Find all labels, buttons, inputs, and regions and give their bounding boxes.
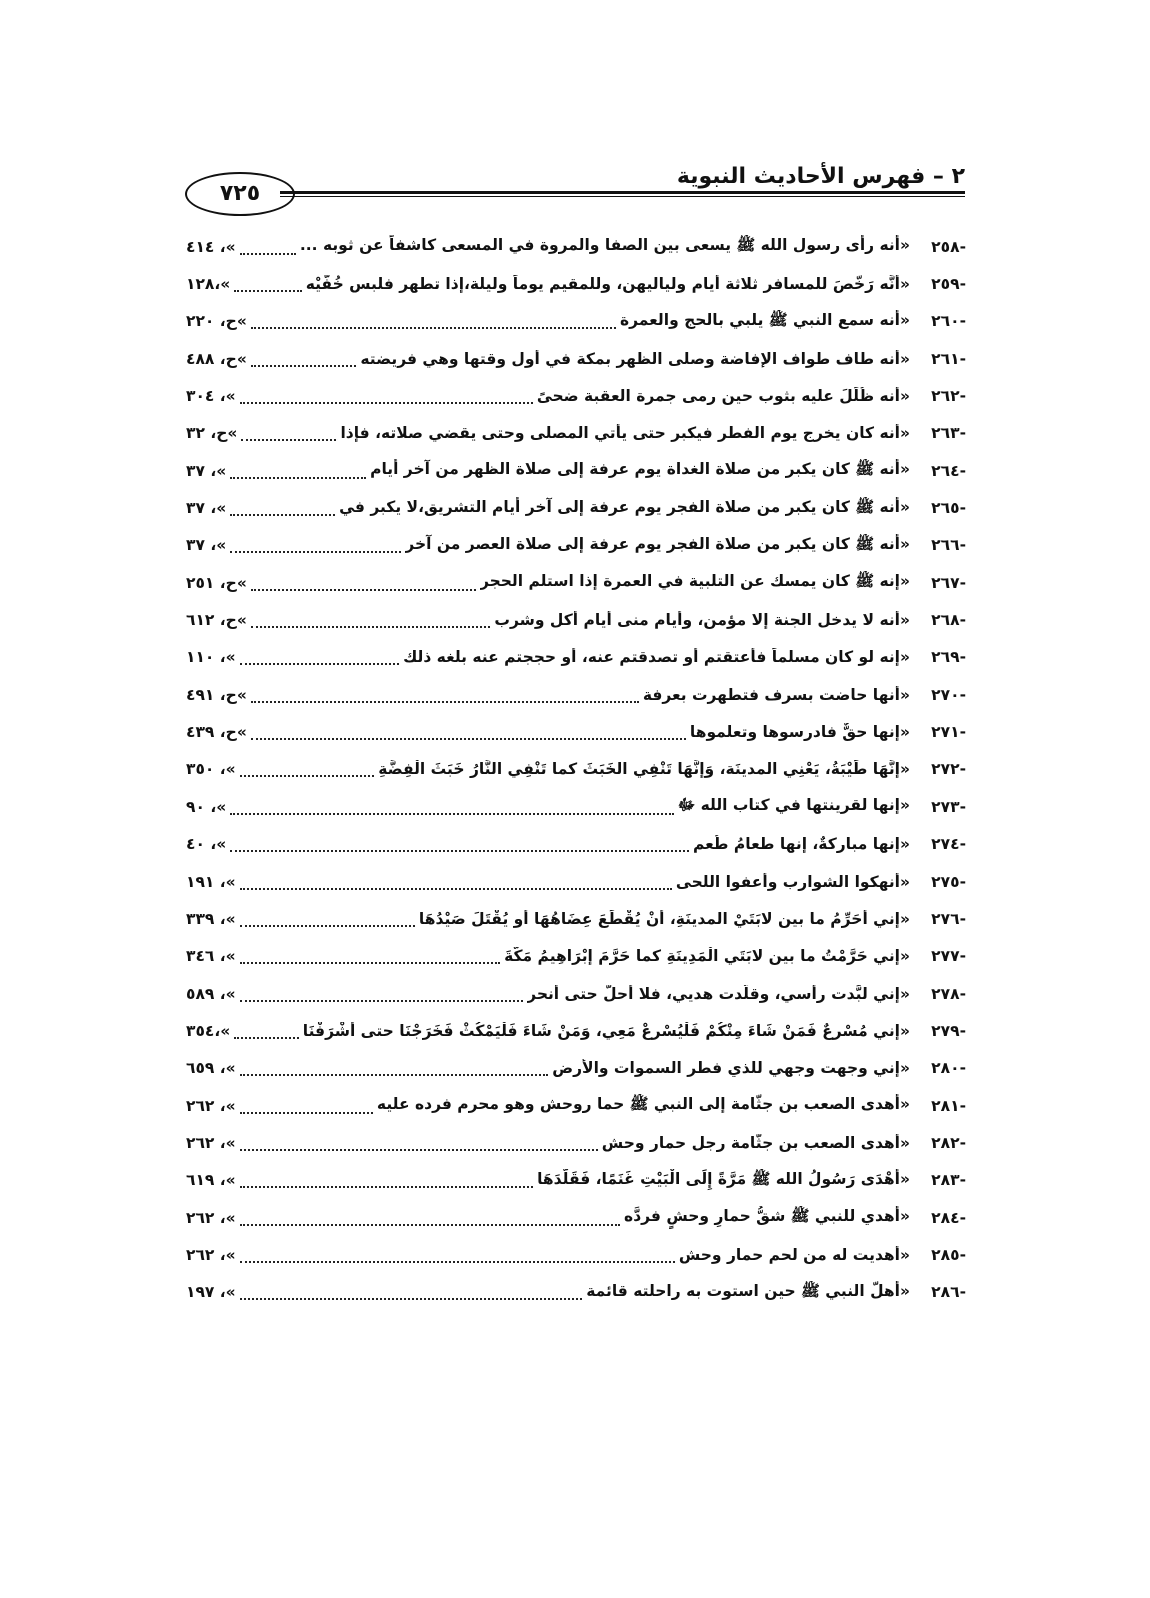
page-reference: »، ٣٧ <box>186 536 227 555</box>
page-reference: »، ٤٠ <box>186 835 227 854</box>
page-reference: »، ٣٠٤ <box>186 387 236 406</box>
index-entry <box>182 564 966 601</box>
hadith-text: «أنها حاضت بسرف فتطهرت بعرفة <box>642 685 910 704</box>
dot-leader <box>234 1023 298 1039</box>
dot-leader <box>240 649 399 665</box>
dot-leader <box>240 1247 675 1263</box>
hadith-text: «أهدي للنبي ﷺ شقُّ حمارِ وحشٍ فردَّه <box>624 1207 910 1226</box>
index-entry <box>182 1274 966 1311</box>
hadith-text: «إنه لو كان مسلماً فأعتقتم أو تصدقتم عنه، أو حججتم عنه بلغه ذلك <box>403 648 910 667</box>
page-reference: »، ١٩٧ <box>186 1283 236 1302</box>
entry-number: -٢٧٩ <box>931 1021 966 1040</box>
dot-leader <box>251 351 357 367</box>
hadith-text: «أنه طاف طواف الإفاضة وصلى الظهر بمكة في أول وقتها وهي فريضته <box>360 349 910 368</box>
index-entry <box>182 826 966 863</box>
dot-leader <box>240 911 415 927</box>
hadith-text: «إنها حقٌّ فادرسوها وتعلموها <box>689 723 910 742</box>
index-entry <box>182 788 966 825</box>
dot-leader <box>240 1284 583 1300</box>
hadith-text: «إني مُسْرِعٌ فَمَنْ شَاءَ مِنْكُمْ فَلْيُسْرِعْ مَعِي، وَمَنْ شَاءَ فَلْيَمْكُثْ فَخَرَجْنَا حتى أَشْرَفْنَا <box>302 1021 910 1040</box>
page-reference: »ح، ٤٩١ <box>186 685 247 704</box>
entry-number: -٢٨٤ <box>931 1208 966 1227</box>
entry-number: -٢٦٣ <box>931 424 966 443</box>
index-entry <box>182 713 966 750</box>
entry-number: -٢٨٣ <box>931 1171 966 1190</box>
page-reference: »ح، ٣٢ <box>186 424 238 443</box>
entry-number: -٢٨٠ <box>931 1059 966 1078</box>
hadith-text: «إنه ﷺ كان يمسك عن التلبية في العمرة إذا استلم الحجر <box>479 572 910 591</box>
page-reference: »، ٣٥٠ <box>186 760 236 779</box>
index-entry <box>182 527 966 564</box>
hadith-text: «إنها مباركةٌ، إنها طعامُ طُعمٍ <box>693 835 910 854</box>
page-reference: »ح، ٢٥١ <box>186 573 247 592</box>
index-entry <box>182 265 966 302</box>
hadith-text: «أنه رأى رسول الله ﷺ يسعى بين الصفا والمروة في المسعى كاشفاً عن ثوبه ... <box>299 236 910 255</box>
hadith-text: «أنهكوا الشوارب وأعفوا اللحى <box>675 872 910 891</box>
page-reference: »، ٣٤٦ <box>186 947 236 966</box>
page-reference: »ح، ٤٨٨ <box>186 349 247 368</box>
hadith-text: «إني أُحَرِّمُ ما بين لابَتَيْ المدينَةِ، أَنْ يُقْطَعَ عِضَاهُهَا أو يُقْتَلَ صَيْدُهَا <box>418 909 910 928</box>
index-entry <box>182 900 966 937</box>
page-reference: »، ٩٠ <box>186 797 227 816</box>
entry-number: -٢٧٧ <box>931 947 966 966</box>
hadith-index-list <box>182 228 966 1311</box>
entry-number: -٢٨٦ <box>931 1283 966 1302</box>
hadith-text: «إني حَرَّمْتُ ما بين لابَتَيِ الْمَدِينَةِ كما حَرَّمَ إِبْرَاهِيمُ مَكَّةَ <box>504 947 910 966</box>
entry-number: -٢٧٢ <box>931 760 966 779</box>
dot-leader <box>240 948 500 964</box>
page-reference: »، ٥٨٩ <box>186 984 236 1003</box>
entry-number: -٢٦٩ <box>931 648 966 667</box>
section-title: ٢ – فهرس الأحاديث النبوية <box>676 164 965 189</box>
index-entry <box>182 1199 966 1236</box>
hadith-text: «أنه ﷺ كان يكبر من صلاة الفجر يوم عرفة إلى آخر أيام التشريق،لا يكبر في <box>339 497 910 516</box>
dot-leader <box>240 874 672 890</box>
page-reference: »، ٣٧ <box>186 461 227 480</box>
dot-leader <box>240 239 296 255</box>
dot-leader <box>241 425 336 441</box>
page-reference: »ح، ٢٢٠ <box>186 312 247 331</box>
hadith-text: «أنه ظُلِّلَ عليه بثوب حين رمى جمرة العقبة ضحىً <box>536 387 910 406</box>
page-number-badge: ٧٢٥ <box>185 172 295 216</box>
page-reference: »، ١٩١ <box>186 872 236 891</box>
entry-number: -٢٧٠ <box>931 685 966 704</box>
hadith-text: «إنها لقرينتها في كتاب الله ﷻ <box>677 796 910 815</box>
dot-leader <box>234 276 301 292</box>
dot-leader <box>240 761 375 777</box>
dot-leader <box>251 687 639 703</box>
dot-leader <box>230 799 674 815</box>
entry-number: -٢٦١ <box>931 349 966 368</box>
dot-leader <box>230 463 366 479</box>
entry-number: -٢٦٢ <box>931 387 966 406</box>
page-reference: »ح، ٤٣٩ <box>186 723 247 742</box>
page-reference: »، ٢٦٢ <box>186 1096 236 1115</box>
index-entry <box>182 975 966 1012</box>
index-entry <box>182 1012 966 1049</box>
dot-leader <box>240 1172 533 1188</box>
index-entry <box>182 1236 966 1273</box>
hadith-text: «أَنَّه رَخَّصَ للمسافر ثلاثة أيام ولياليهن، وللمقيم يوماً وليلة،إذا تطهر فلبس خُفَّيْه <box>305 275 910 294</box>
index-entry <box>182 751 966 788</box>
entry-number: -٢٦٠ <box>931 312 966 331</box>
entry-number: -٢٧٤ <box>931 835 966 854</box>
hadith-text: «إِنَّهَا طَيْبَةُ، يَعْنِي المدينَة، وَإِنَّهَا تَنْفِي الخَبَثَ كما تَنْفِي النَّارُ خَبَثَ الْفِضَّةِ <box>378 760 910 779</box>
page-reference: »، ٢٦٢ <box>186 1133 236 1152</box>
dot-leader <box>240 1060 549 1076</box>
index-entry <box>182 639 966 676</box>
index-entry <box>182 340 966 377</box>
entry-number: -٢٨١ <box>931 1096 966 1115</box>
page-reference: »، ٦١٩ <box>186 1171 236 1190</box>
index-entry <box>182 228 966 265</box>
hadith-text: «أنه لا يدخل الجنة إلا مؤمن، وأيام منى أيام أكل وشرب <box>494 611 910 630</box>
dot-leader <box>240 1135 598 1151</box>
page-reference: »،١٢٨ <box>186 275 231 294</box>
entry-number: -٢٨٥ <box>931 1245 966 1264</box>
entry-number: -٢٨٢ <box>931 1133 966 1152</box>
index-entry <box>182 938 966 975</box>
page-reference: »، ٣٣٩ <box>186 909 236 928</box>
entry-number: -٢٧٥ <box>931 872 966 891</box>
page-reference: »، ٤١٤ <box>186 237 236 256</box>
hadith-text: «أنه سمع النبي ﷺ يلبي بالحج والعمرة <box>620 310 910 329</box>
entry-number: -٢٧١ <box>931 723 966 742</box>
page-reference: »، ٦٥٩ <box>186 1059 236 1078</box>
entry-number: -٢٧٣ <box>931 797 966 816</box>
entry-number: -٢٦٨ <box>931 611 966 630</box>
index-entry <box>182 1162 966 1199</box>
entry-number: -٢٦٤ <box>931 461 966 480</box>
index-entry <box>182 303 966 340</box>
entry-number: -٢٦٦ <box>931 536 966 555</box>
entry-number: -٢٦٧ <box>931 573 966 592</box>
hadith-text: «أهدى الصعب بن جثَّامة إلى النبي ﷺ حما روحش وهو محرم فرده عليه <box>376 1095 910 1114</box>
hadith-text: «أَهْدَى رَسُولُ الله ﷺ مَرَّةً إِلَى الْبَيْتِ غَنَمًا، فَقَلَّدَهَا <box>537 1169 910 1188</box>
page-reference: »ح، ٦١٢ <box>186 611 247 630</box>
hadith-text: «أنه ﷺ كان يكبر من صلاة الفجر يوم عرفة إلى صلاة العصر من آخر <box>405 534 910 553</box>
entry-number: -٢٥٩ <box>931 275 966 294</box>
dot-leader <box>230 836 689 852</box>
entry-number: -٢٥٨ <box>931 237 966 256</box>
page-reference: »،٣٥٤ <box>186 1021 231 1040</box>
index-entry <box>182 601 966 638</box>
dot-leader <box>230 500 335 516</box>
page-reference: »، ١١٠ <box>186 648 236 667</box>
entry-number: -٢٦٥ <box>931 499 966 518</box>
index-entry <box>182 377 966 414</box>
hadith-text: «أهدى الصعب بن جثّامة رجل حمار وحشٍ <box>601 1133 910 1152</box>
hadith-text: «إني وجهت وجهي للذي فطر السموات والأرض <box>552 1059 910 1078</box>
hadith-text: «أهديت له من لحم حمارِ وحشٍ <box>678 1245 910 1264</box>
header-rule <box>280 191 965 197</box>
hadith-text: «أنه كان يخرج يوم الفطر فيكبر حتى يأتي المصلى وحتى يقضي صلاته، فإذا <box>340 424 910 443</box>
entry-number: -٢٧٦ <box>931 909 966 928</box>
hadith-text: «أهلَّ النبي ﷺ حين استوت به راحلته قائمة <box>586 1281 910 1300</box>
dot-leader <box>240 986 523 1002</box>
dot-leader <box>240 1210 620 1226</box>
dot-leader <box>240 388 533 404</box>
dot-leader <box>230 537 401 553</box>
index-entry <box>182 1050 966 1087</box>
hadith-text: «إني لبَّدت رأسي، وقلّدت هديي، فلا أحلّ حتى أنحر <box>527 984 910 1003</box>
index-entry <box>182 1087 966 1124</box>
page-header <box>185 160 965 212</box>
dot-leader <box>251 313 616 329</box>
entry-number: -٢٧٨ <box>931 984 966 1003</box>
dot-leader <box>240 1098 373 1114</box>
dot-leader <box>251 612 491 628</box>
index-entry <box>182 676 966 713</box>
index-entry <box>182 1124 966 1161</box>
page-reference: »، ٢٦٢ <box>186 1245 236 1264</box>
dot-leader <box>251 724 686 740</box>
index-entry <box>182 489 966 526</box>
index-entry <box>182 415 966 452</box>
dot-leader <box>251 575 476 591</box>
index-entry <box>182 863 966 900</box>
index-entry <box>182 452 966 489</box>
page-reference: »، ٢٦٢ <box>186 1208 236 1227</box>
hadith-text: «أنه ﷺ كان يكبر من صلاة الغداة يوم عرفة إلى صلاة الظهر من آخر أيام <box>370 460 910 479</box>
page-reference: »، ٣٧ <box>186 499 227 518</box>
